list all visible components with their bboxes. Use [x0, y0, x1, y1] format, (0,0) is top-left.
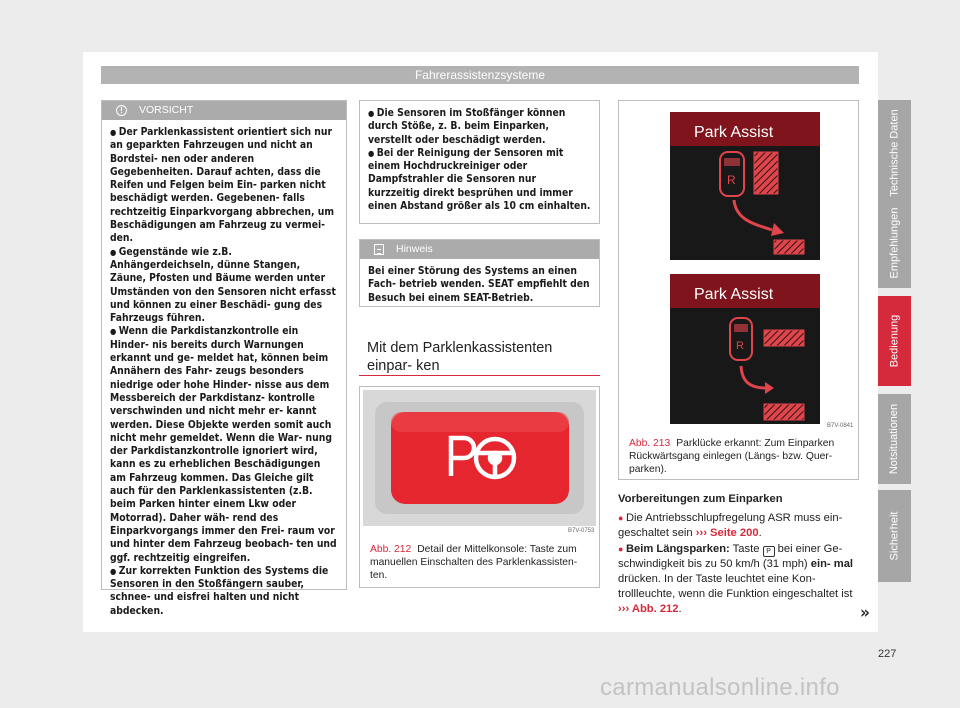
item-bold: Beim Längsparken: — [625, 542, 730, 555]
car-letter: R — [727, 173, 736, 187]
chapter-header: Fahrerassistenzsysteme — [101, 66, 859, 84]
note-text: Bei einer Störung des Systems an einen Fach- betrieb wenden. SEAT empfiehlt den Besuch bei einem SEAT-Betrieb. — [368, 265, 590, 304]
caution-item: ● Wenn die Parkdistanzkontrolle ein Hinder- nis bereits durch Warnungen erkannt und ge- meldet hat, können beim Annähern des Fahr- zeugs besonders niedrige oder hohe Hinder- nisse aus dem Messbereich der Parkdistanz- kontrolle verschwinden und nicht mehr er- kannt werden. Diese Objekte werden somit auch nicht mehr gemeldet. Wenn die War- nung der Parkdistanzkontrolle ignoriert wird, kann es zu erheblichen Beschädigungen am Fahrzeug kommen. Das Gleiche gilt auch für den Parklenkassistenten (z.B. beim Parken hinter einem Lkw oder Motorrad). Daher wäh- rend des Einparkvorgangs immer den Frei- raum vor und hinter dem Fahrzeug beobach- ten und ggf. rechtzeitig eingreifen. — [110, 325, 338, 564]
caution-label: VORSICHT — [139, 104, 194, 116]
item-end: . — [758, 527, 762, 540]
park-assist-screens — [622, 104, 855, 430]
figure-caption — [629, 437, 855, 476]
console-button-image — [363, 390, 596, 526]
caution-header — [102, 101, 346, 120]
screen-1-title: Park Assist — [694, 124, 774, 141]
image-code: B7V-0841 — [827, 423, 854, 429]
warning-icon: ! — [116, 105, 127, 116]
tab-label: Sicherheit — [888, 511, 901, 561]
item-end: . — [678, 603, 682, 616]
caution-body — [102, 120, 346, 618]
caption-text: Detail der Mittelkonsole: Taste zum manuellen Einschalten des Parklenkassisten- ten. — [370, 544, 578, 581]
item-bold: ein- mal — [810, 557, 854, 570]
watermark: carmanualsonline.info — [600, 674, 840, 701]
figure-caption — [370, 543, 596, 582]
figure-number: Abb. 213 — [629, 438, 671, 449]
note-label: Hinweis — [396, 243, 433, 255]
car-letter: R — [736, 340, 744, 352]
procedure-item — [618, 542, 863, 618]
page-reference-link[interactable]: ››› Seite 200 — [695, 527, 759, 540]
figure-number: Abb. 212 — [370, 544, 412, 555]
tab-notsituationen[interactable] — [878, 394, 911, 484]
image-code: B7V-0753 — [568, 528, 595, 534]
tab-label: Bedienung — [888, 314, 901, 368]
caution-item: ● Die Sensoren im Stoßfänger können durch Stöße, z. B. beim Einparken, verstellt oder beschädigt werden. — [368, 107, 591, 147]
next-page-arrow: » — [860, 603, 870, 623]
procedure-text — [618, 492, 863, 618]
figure-212 — [359, 386, 600, 588]
item-text: bei einer Ge- schwindigkeit bis zu 50 km/h (31 mph) — [618, 542, 843, 570]
console-button-illustration — [363, 390, 596, 526]
tab-sicherheit[interactable] — [878, 490, 911, 582]
note-box — [359, 239, 600, 307]
tab-bedienung[interactable] — [878, 296, 911, 386]
caution-item: ● Gegenstände wie z.B. Anhängerdeichseln, dünne Stangen, Zäune, Pfosten und Bäume werden unter Umständen von den Sensoren nicht erfasst und können zu einer Beschädi- gung des Fahrzeugs führen. — [110, 246, 338, 326]
tab-label: Notsituationen — [888, 403, 901, 475]
caution-item: ● Zur korrekten Funktion des Systems die Sensoren in den Stoßfängern sauber, schnee- und eisfrei halten und nicht abdecken. — [110, 565, 338, 618]
screen-2-title: Park Assist — [694, 286, 774, 303]
tab-empfehlungen[interactable] — [878, 198, 911, 288]
caution-box — [101, 100, 347, 617]
figure-213 — [618, 100, 859, 480]
park-assist-illustration — [622, 104, 855, 430]
figure-reference-link[interactable]: ››› Abb. 212 — [618, 603, 679, 616]
item-text: Die Antriebsschlupfregelung ASR muss ein- geschaltet sein — [618, 512, 843, 540]
section-title: Mit dem Parklenkassistenten einpar- ken — [367, 340, 553, 374]
item-text: drücken. In der Taste leuchtet eine Kon- trollleuchte, wenn die Funktion eingeschaltet ist — [618, 573, 853, 601]
tab-technische-daten[interactable] — [878, 100, 911, 206]
park-button-icon: P — [763, 546, 775, 557]
note-header — [360, 240, 599, 259]
tab-label: Technische Daten — [888, 109, 901, 197]
page-number: 227 — [878, 648, 897, 660]
section-divider — [359, 375, 600, 376]
caution-item: ● Der Parklenkassistent orientiert sich nur an geparkten Fahrzeugen und nicht an Bordstei- nen oder anderen Gegebenheiten. Darauf achten, dass die Reifen und Felgen beim Ein- parken nicht beschädigt werden. Gegebenen- falls rechtzeitig Einparkvorgang abbrechen, um Beschädigungen am Fahrzeug zu vermei- den. — [110, 126, 338, 246]
tab-label: Empfehlungen — [888, 207, 901, 279]
caption-text: Parklücke erkannt: Zum Einparken Rückwärtsgang einlegen (Längs- bzw. Quer- parken). — [629, 438, 835, 475]
procedure-heading: Vorbereitungen zum Einparken — [618, 493, 783, 505]
note-icon — [374, 244, 384, 255]
item-text: Taste — [732, 542, 760, 555]
caution-item: ● Bei der Reinigung der Sensoren mit einem Hochdruckreiniger oder Dampfstrahler die Sensoren nur kurzzeitig direkt besprühen und immer einen Abstand größer als 10 cm einhalten. — [368, 147, 591, 213]
note-body — [360, 259, 599, 305]
procedure-item — [618, 511, 863, 541]
caution-continued-box — [359, 100, 600, 224]
